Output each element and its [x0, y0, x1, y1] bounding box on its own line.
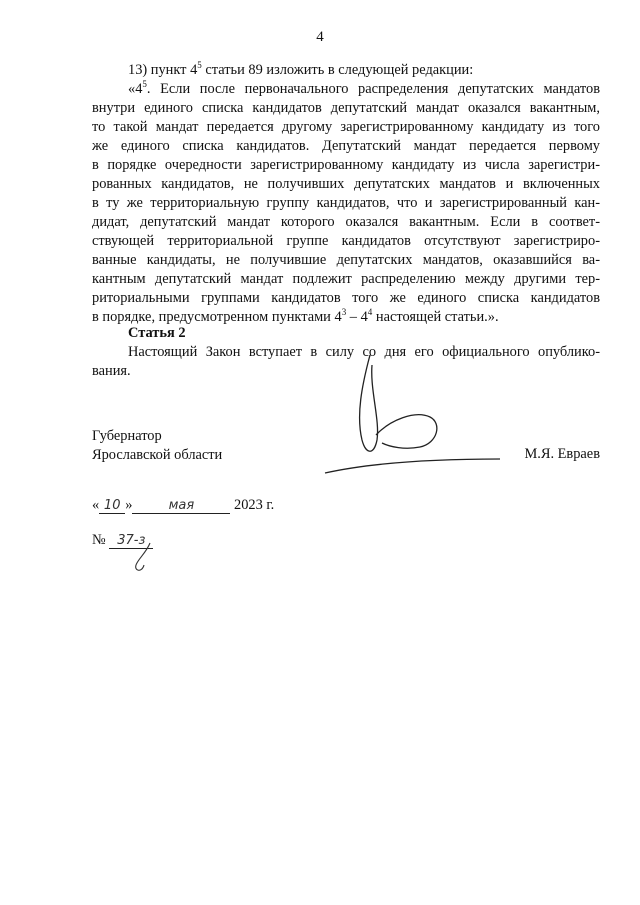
date-day: 10	[99, 498, 125, 514]
date-year: 2023 г.	[234, 497, 275, 513]
date-line: « 10 » мая 2023 г.	[92, 497, 275, 513]
quote-last-line: в порядке, предусмотренном пунктами $4^3 - 4^4$ настоящей статьи.».	[92, 307, 499, 325]
quote-line: риториальными группами кандидатов того же единого списка кандидатов	[92, 290, 600, 306]
law-number-value: 37-з	[109, 533, 153, 549]
date-month: мая	[132, 498, 230, 514]
quote-line: внутри единого списка кандидатов депутатский мандат оказался вакантным,	[92, 100, 600, 116]
handwritten-signature	[320, 355, 520, 480]
quote-line: рованных кандидатов, не получивших депутатских мандатов и включенных	[92, 176, 600, 192]
quote-line: то такой мандат передается другому зарегистрированному кандидату из того	[92, 119, 600, 135]
quote-line: в порядке очередности зарегистрированному кандидату из числа зарегистри-	[92, 157, 600, 173]
item-13-line: 13) пункт $4^5$ статьи 89 изложить в следующей редакции:	[128, 60, 474, 78]
governor-title-line: Ярославской области	[92, 447, 223, 463]
quote-line: в ту же территориальную группу кандидатов, что и зарегистрированный кан-	[92, 195, 600, 211]
quote-line: же единого списка кандидатов. Депутатский мандат передается первому	[92, 138, 600, 154]
quote-line: кантным депутатский мандат подлежит распределению между другими тер-	[92, 271, 600, 287]
governor-title	[92, 427, 222, 465]
amendment-text	[92, 61, 600, 327]
law-number-line: № 37-з	[92, 532, 153, 549]
quote-line: ствующей территориальной группе кандидатов отсутствуют зарегистриро-	[92, 233, 600, 249]
quote-first-line: «$4^5$. Если после первоначального распределения депутатских мандатов	[128, 79, 600, 97]
article-2-heading: Статья 2	[128, 325, 186, 341]
article-2-line: вания.	[92, 363, 131, 379]
quote-line: дидат, депутатский мандат которого оказался вакантным. Если в соответ-	[92, 214, 600, 230]
quote-line: ванные кандидаты, не получившие депутатских мандатов, оказавшийся ва-	[92, 252, 600, 268]
number-handwriting-flourish	[128, 535, 168, 575]
article-2-line: Настоящий Закон вступает в силу со дня его официального опублико-	[128, 344, 600, 360]
governor-name: М.Я. Евраев	[524, 446, 600, 462]
governor-title-line: Губернатор	[92, 428, 162, 444]
page-number: 4	[316, 29, 324, 45]
